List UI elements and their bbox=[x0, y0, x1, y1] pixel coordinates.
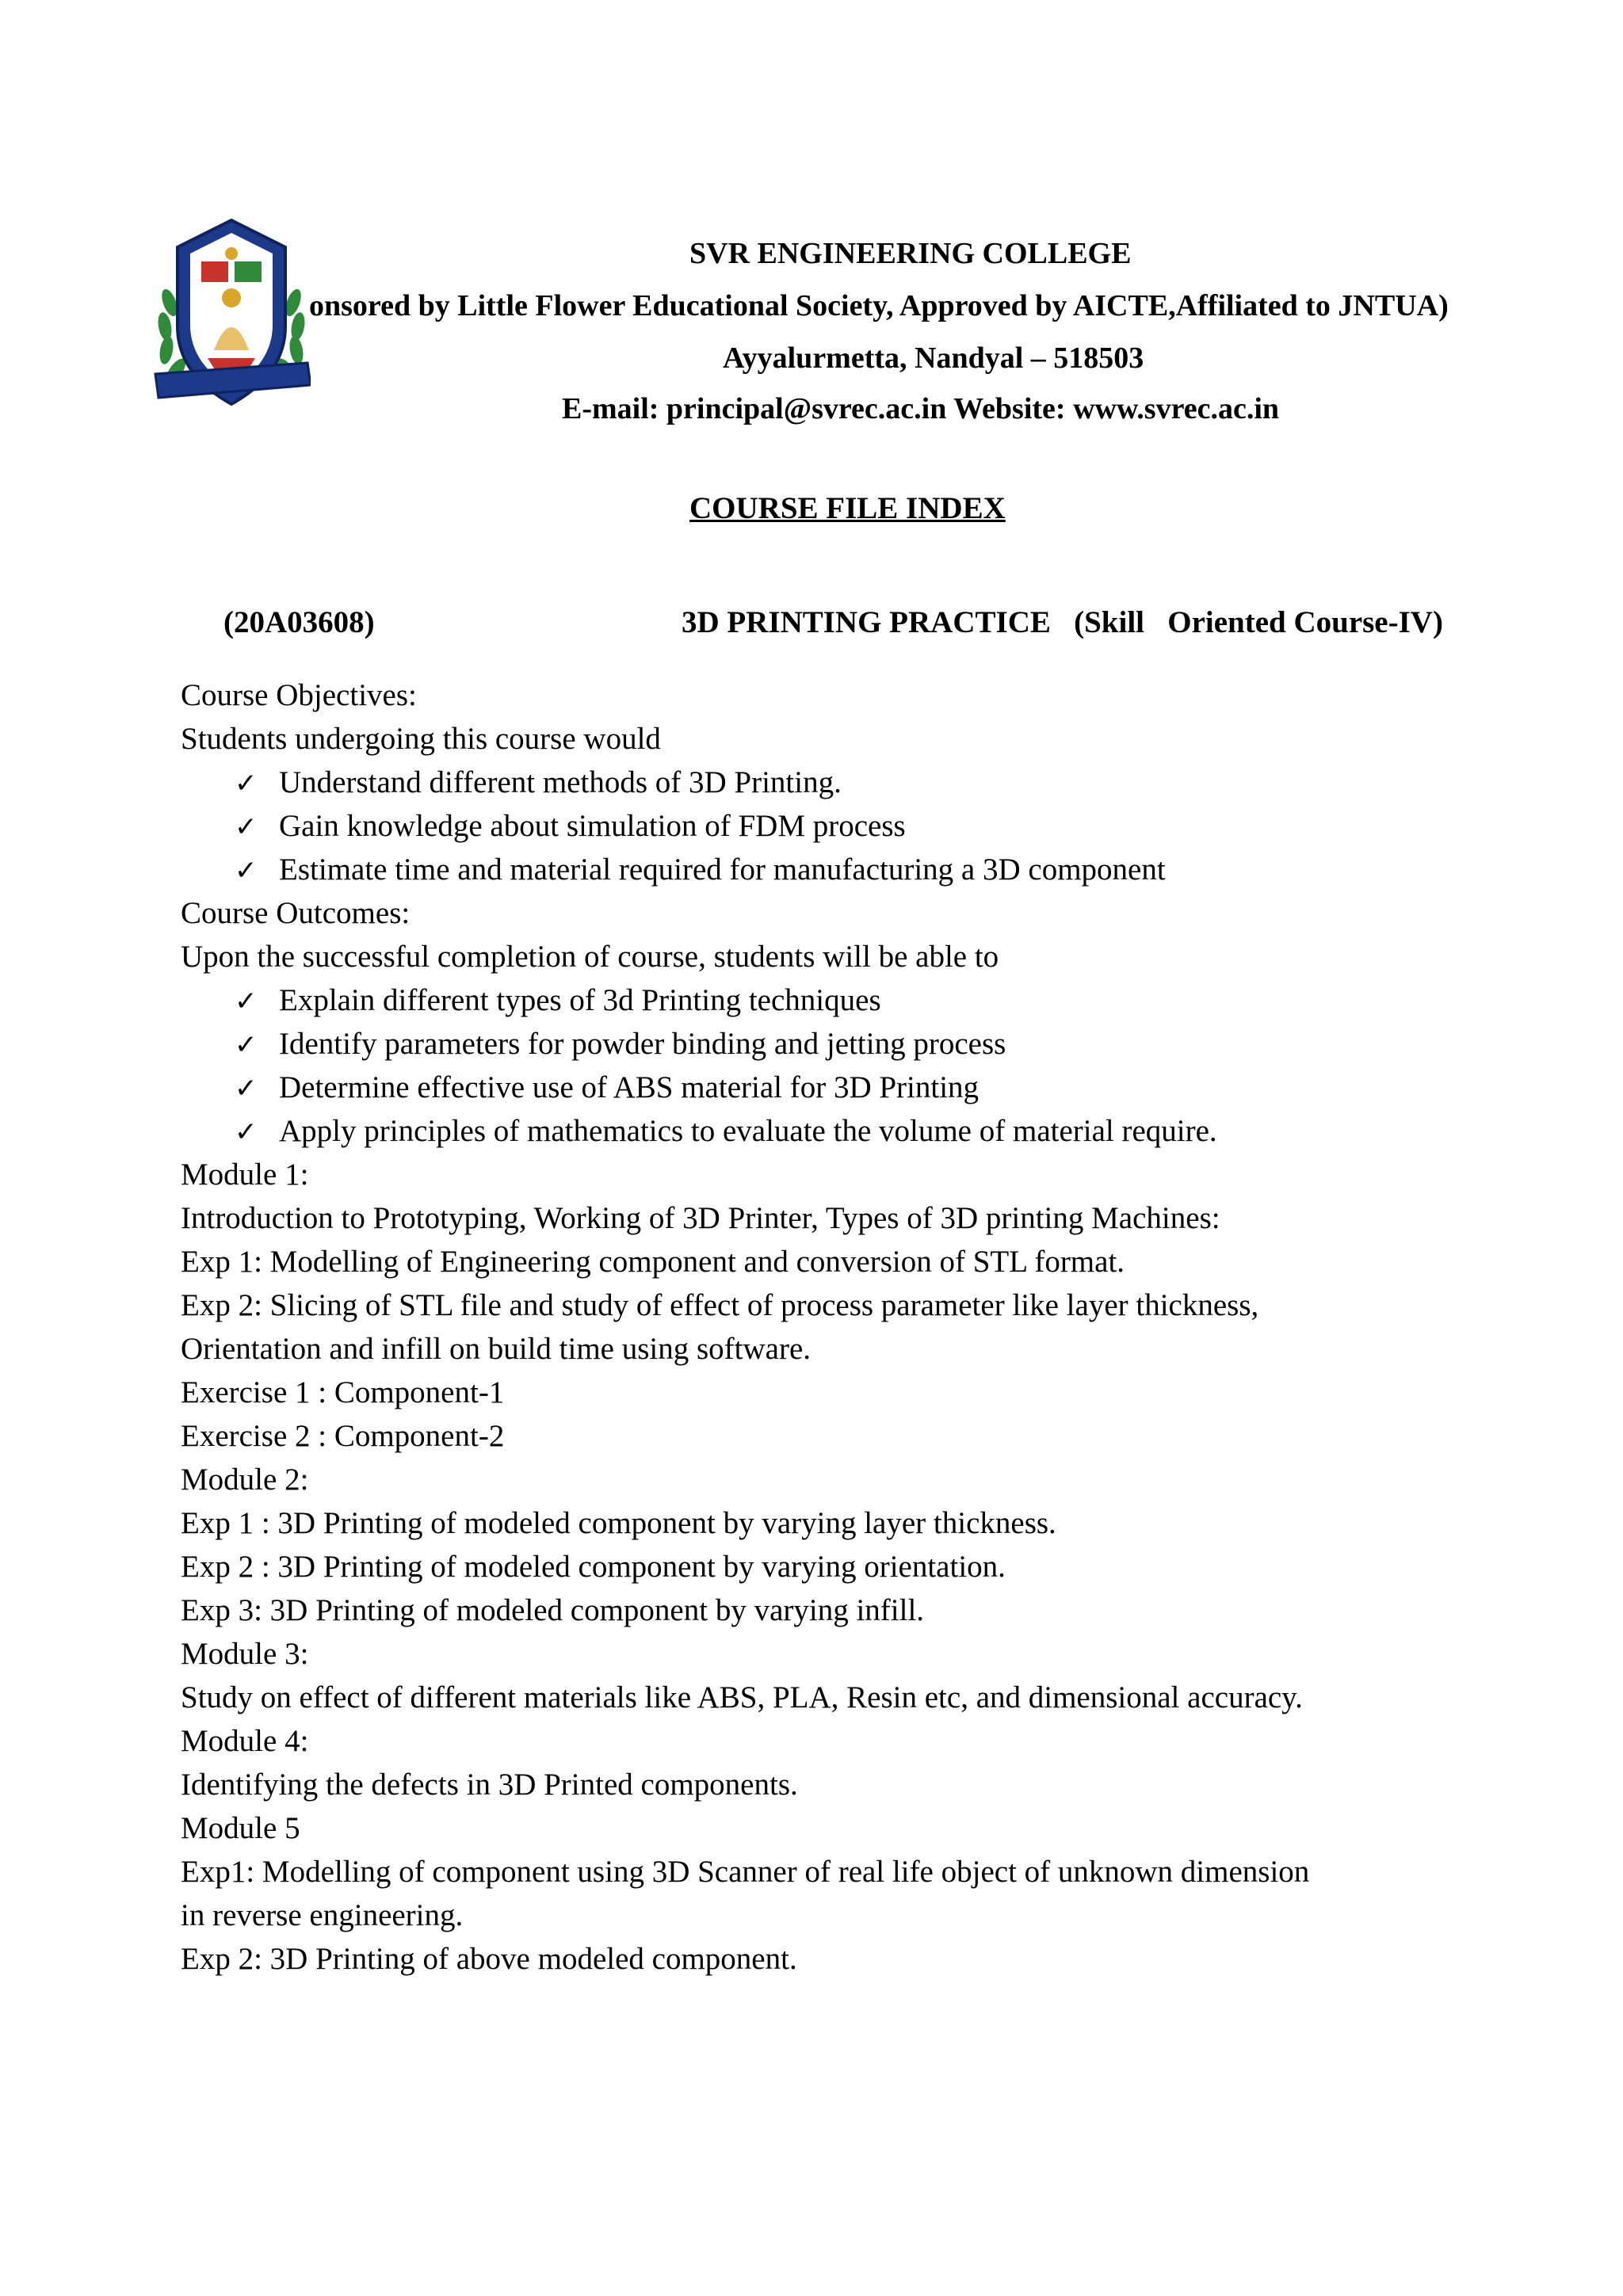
module-line: Identifying the defects in 3D Printed components. bbox=[181, 1768, 798, 1802]
module-line: Exercise 1 : Component-1 bbox=[181, 1375, 505, 1409]
outcomes-heading: Course Outcomes: bbox=[181, 896, 411, 930]
list-item: ✓ Identify parameters for powder binding and jetting process bbox=[181, 1022, 1575, 1066]
module-heading: Module 3: bbox=[181, 1637, 309, 1671]
module-line: Exp 2: 3D Printing of above modeled component. bbox=[181, 1942, 797, 1976]
course-code: (20A03608) bbox=[223, 605, 375, 639]
check-icon: ✓ bbox=[235, 986, 258, 1017]
check-icon: ✓ bbox=[235, 768, 258, 799]
check-icon: ✓ bbox=[235, 855, 258, 887]
objectives-intro: Students undergoing this course would bbox=[181, 722, 661, 756]
module-line: Exercise 2 : Component-2 bbox=[181, 1419, 505, 1453]
college-name: SVR ENGINEERING COLLEGE bbox=[689, 237, 1132, 270]
document-body bbox=[181, 673, 1575, 1981]
module-heading: Module 4: bbox=[181, 1724, 309, 1758]
list-item: ✓ Determine effective use of ABS material for 3D Printing bbox=[181, 1066, 1575, 1109]
module-line: Introduction to Prototyping, Working of 3D Printer, Types of 3D printing Machines: bbox=[181, 1201, 1220, 1235]
check-icon: ✓ bbox=[235, 1116, 258, 1148]
list-item: ✓ Gain knowledge about simulation of FDM process bbox=[181, 804, 1575, 848]
module-line: Exp 3: 3D Printing of modeled component by varying infill. bbox=[181, 1593, 925, 1627]
list-item: ✓ Apply principles of mathematics to evaluate the volume of material require. bbox=[181, 1109, 1575, 1153]
index-title: COURSE FILE INDEX bbox=[689, 491, 1006, 525]
module-line: Exp1: Modelling of component using 3D Scanner of real life object of unknown dimension bbox=[181, 1855, 1310, 1889]
module-heading: Module 5 bbox=[181, 1811, 300, 1845]
module-line: Exp 2 : 3D Printing of modeled component by varying orientation. bbox=[181, 1550, 1006, 1584]
sponsor-line: onsored by Little Flower Educational Society, Approved by AICTE,Affiliated to JNTUA) bbox=[309, 289, 1449, 322]
list-item: ✓ Explain different types of 3d Printing techniques bbox=[181, 978, 1575, 1022]
check-icon: ✓ bbox=[235, 1073, 258, 1104]
module-line: Orientation and infill on build time using software. bbox=[181, 1332, 812, 1366]
module-line: Exp 1: Modelling of Engineering component and conversion of STL format. bbox=[181, 1245, 1125, 1279]
check-icon: ✓ bbox=[235, 1029, 258, 1061]
list-item: ✓ Estimate time and material required for manufacturing a 3D component bbox=[181, 848, 1575, 891]
college-crest-icon bbox=[152, 215, 311, 420]
course-title: 3D PRINTING PRACTICE (Skill Oriented Course-IV) bbox=[682, 605, 1443, 639]
objectives-heading: Course Objectives: bbox=[181, 678, 417, 712]
module-line: Exp 2: Slicing of STL file and study of effect of process parameter like layer thickness, bbox=[181, 1288, 1259, 1322]
module-line: in reverse engineering. bbox=[181, 1898, 464, 1932]
address-line: Ayyalurmetta, Nandyal – 518503 bbox=[723, 341, 1144, 375]
list-item: ✓ Understand different methods of 3D Printing. bbox=[181, 761, 1575, 804]
module-heading: Module 1: bbox=[181, 1158, 309, 1192]
module-heading: Module 2: bbox=[181, 1463, 309, 1497]
contact-line: E-mail: principal@svrec.ac.in Website: www.svrec.ac.in bbox=[562, 392, 1280, 425]
check-icon: ✓ bbox=[235, 811, 258, 843]
outcomes-intro: Upon the successful completion of course, students will be able to bbox=[181, 940, 999, 974]
module-line: Study on effect of different materials like ABS, PLA, Resin etc, and dimensional accuracy. bbox=[181, 1680, 1303, 1714]
module-line: Exp 1 : 3D Printing of modeled component by varying layer thickness. bbox=[181, 1506, 1056, 1540]
